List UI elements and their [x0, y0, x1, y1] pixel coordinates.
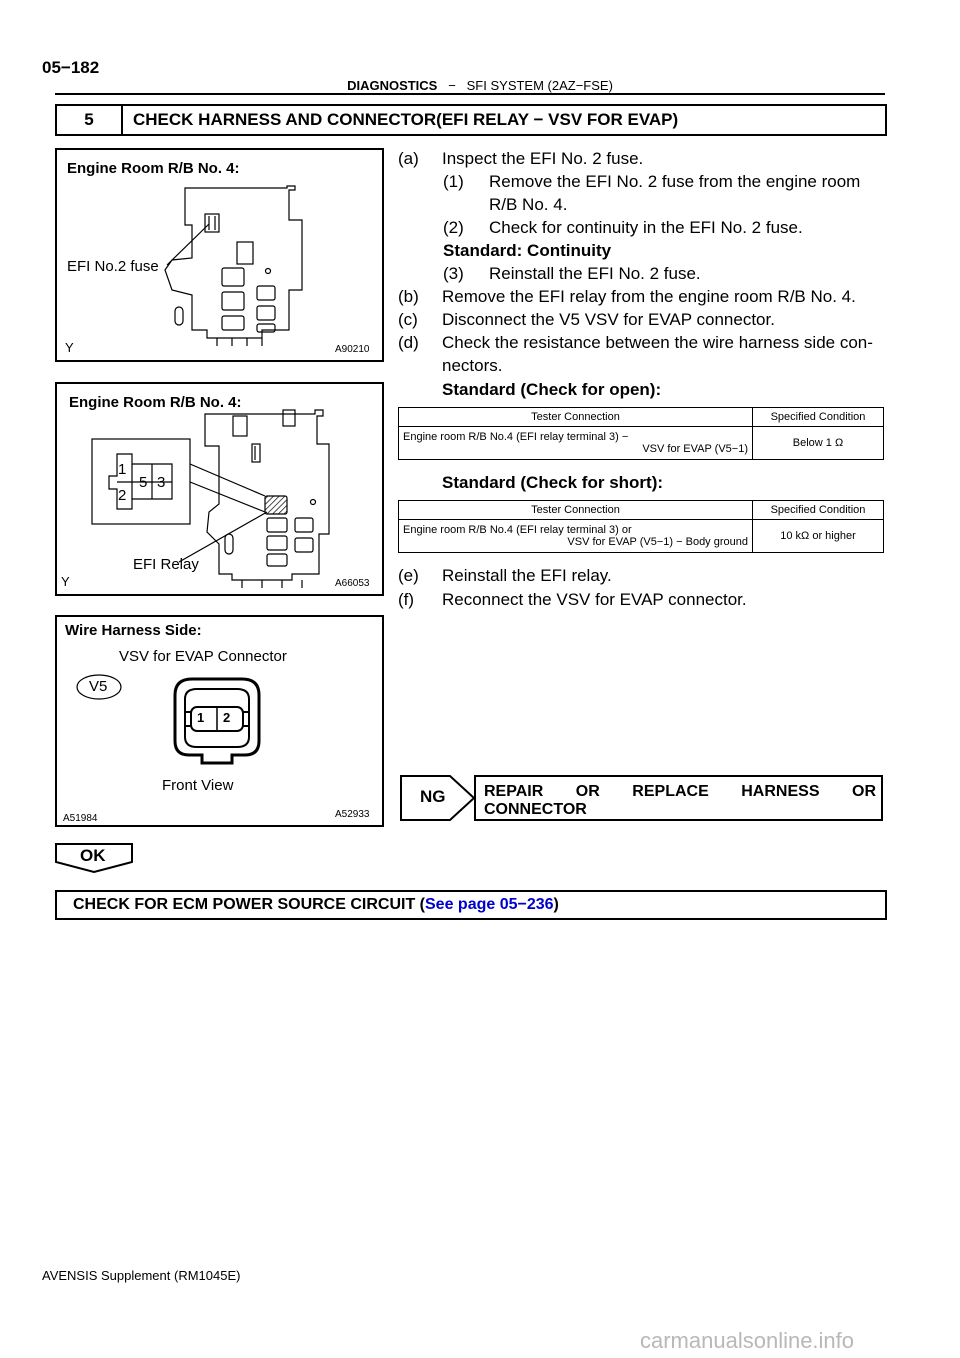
table-short-conn [399, 520, 753, 553]
step-e [398, 565, 612, 587]
step-number: 5 [57, 106, 123, 134]
fig2-title: Engine Room R/B No. 4: [69, 394, 242, 411]
step-a1-marker: (1) [443, 172, 464, 191]
fig2-label: EFI Relay [133, 556, 199, 573]
step-a1 [443, 171, 860, 193]
step-b-text: Remove the EFI relay from the engine room R/B No. 4. [442, 287, 856, 306]
header-rule [55, 93, 885, 95]
fig2-mark: Y [61, 574, 70, 589]
standard-continuity: Standard: Continuity [443, 241, 612, 260]
relay-pin-1: 1 [118, 461, 127, 478]
header-system: SFI SYSTEM (2AZ−FSE) [466, 78, 613, 93]
step-a2 [443, 217, 803, 239]
step-c-marker: (c) [398, 310, 418, 329]
ng-action-box [474, 775, 883, 821]
step-d-text: Check the resistance between the wire harness side con- [442, 333, 873, 352]
next-step-main: CHECK FOR ECM POWER SOURCE CIRCUIT ( [73, 896, 425, 913]
connector-pin-2: 2 [223, 710, 231, 725]
next-step-text [73, 892, 559, 918]
fig1-code: A90210 [335, 344, 370, 355]
fig3-title: Wire Harness Side: [65, 622, 202, 639]
step-a3-marker: (3) [443, 264, 464, 283]
step-e-text: Reinstall the EFI relay. [442, 566, 612, 585]
fig3-code-right: A52933 [335, 809, 370, 820]
table-open-header-cond: Specified Condition [753, 408, 884, 427]
header-sep: − [448, 78, 456, 93]
table-open [398, 407, 884, 460]
ng-action-line1: REPAIR OR REPLACE HARNESS OR [484, 783, 876, 800]
relay-pin-3: 3 [157, 474, 166, 491]
relay-pin-2: 2 [118, 487, 127, 504]
step-title: CHECK HARNESS AND CONNECTOR(EFI RELAY − VSV FOR EVAP) [133, 110, 679, 129]
fig3-connector-name: VSV for EVAP Connector [119, 648, 287, 665]
step-a [398, 148, 643, 170]
table-open-conn2: VSV for EVAP (V5−1) [642, 443, 748, 455]
figure-connector [55, 615, 384, 827]
fig1-title: Engine Room R/B No. 4: [67, 160, 240, 177]
table-short [398, 500, 884, 553]
standard-open: Standard (Check for open): [442, 380, 662, 399]
table-open-conn [399, 427, 753, 460]
ng-action-line2: CONNECTOR [484, 801, 587, 818]
step-f-text: Reconnect the VSV for EVAP connector. [442, 590, 747, 609]
table-row [399, 520, 884, 553]
step-a3-text: Reinstall the EFI No. 2 fuse. [489, 264, 701, 283]
step-f-marker: (f) [398, 590, 415, 609]
connector-id: V5 [89, 678, 108, 695]
next-step-close: ) [553, 896, 559, 913]
table-open-cond: Below 1 Ω [753, 427, 884, 460]
fig1-label: EFI No.2 fuse [67, 258, 159, 275]
connector-pin-1: 1 [197, 710, 205, 725]
see-page-link[interactable]: See page 05−236 [425, 896, 554, 913]
step-a2-text: Check for continuity in the EFI No. 2 fuse. [489, 218, 803, 237]
step-a-marker: (a) [398, 149, 419, 168]
standard-short: Standard (Check for short): [442, 473, 664, 492]
step-a1-text: Remove the EFI No. 2 fuse from the engine room [489, 172, 861, 191]
fig3-view: Front View [162, 777, 234, 794]
step-b [398, 286, 856, 308]
step-title-box [55, 104, 887, 136]
page-number: 05−182 [42, 58, 100, 77]
ok-label: OK [80, 846, 106, 865]
figure-fuse [55, 148, 384, 362]
table-short-header-conn: Tester Connection [399, 501, 753, 520]
step-c [398, 309, 775, 331]
table-short-conn2: VSV for EVAP (V5−1) − Body ground [567, 536, 748, 548]
step-a-text: Inspect the EFI No. 2 fuse. [442, 149, 644, 168]
relay-box-drawing [57, 384, 382, 594]
table-open-conn1: Engine room R/B No.4 (EFI relay terminal 3) − [403, 431, 629, 443]
step-a1-cont: R/B No. 4. [489, 195, 568, 214]
fig2-code: A66053 [335, 578, 370, 589]
figure-relay [55, 382, 384, 596]
step-d [398, 332, 873, 354]
step-c-text: Disconnect the V5 VSV for EVAP connector. [442, 310, 775, 329]
step-a2-marker: (2) [443, 218, 464, 237]
step-e-marker: (e) [398, 566, 419, 585]
step-d-cont: nectors. [442, 356, 503, 375]
fig1-mark: Y [65, 340, 74, 355]
step-a3 [443, 263, 701, 285]
header-diagnostics: DIAGNOSTICS [347, 78, 438, 93]
table-open-header-conn: Tester Connection [399, 408, 753, 427]
ng-label: NG [420, 787, 446, 806]
table-short-header-cond: Specified Condition [753, 501, 884, 520]
table-short-cond: 10 kΩ or higher [753, 520, 884, 553]
section-header [0, 78, 960, 93]
table-short-conn1: Engine room R/B No.4 (EFI relay terminal 3) or [403, 524, 632, 536]
footer-manual: AVENSIS Supplement (RM1045E) [42, 1268, 241, 1283]
table-row [399, 427, 884, 460]
next-step-box [55, 890, 887, 920]
fuse-box-drawing [57, 150, 382, 360]
step-b-marker: (b) [398, 287, 419, 306]
fig3-code-left: A51984 [63, 813, 98, 824]
step-f [398, 589, 747, 611]
step-d-marker: (d) [398, 333, 419, 352]
watermark: carmanualsonline.info [640, 1328, 855, 1353]
relay-pin-5: 5 [139, 474, 148, 491]
